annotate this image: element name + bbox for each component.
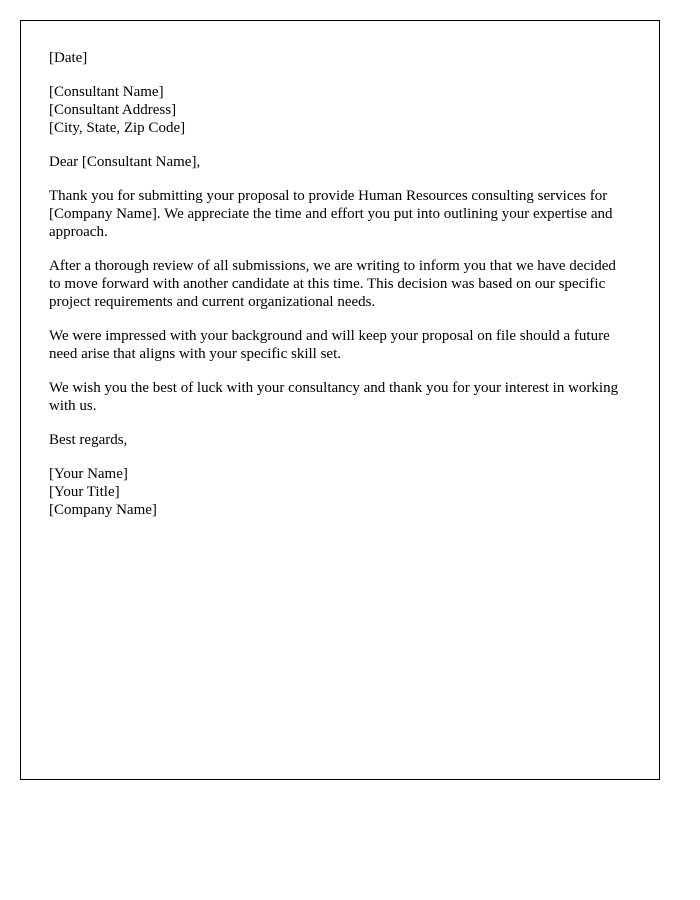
closing: Best regards,: [49, 432, 128, 448]
recipient-city: [City, State, Zip Code]: [49, 120, 186, 136]
signature-name: [Your Name]: [49, 466, 128, 482]
recipient-name: [Consultant Name]: [49, 84, 164, 100]
salutation: Dear [Consultant Name],: [49, 154, 201, 170]
body-paragraph-4: We wish you the best of luck with your consultancy and thank you for your interest in working with us.: [49, 380, 619, 414]
recipient-address: [49, 83, 631, 137]
signature-company: [Company Name]: [49, 502, 157, 518]
signature-title: [Your Title]: [49, 484, 120, 500]
letter-page: [20, 20, 660, 780]
body-paragraph-1: Thank you for submitting your proposal to provide Human Resources consulting services for [Company Name]. We appreciate the time and effort you put into outlining your expertise and approach.: [49, 188, 613, 240]
letter-date: [49, 49, 631, 67]
signature-block: [49, 465, 631, 519]
body-paragraph-2: After a thorough review of all submissions, we are writing to inform you that we have decided to move forward with another candidate at this time. This decision was based on our specific project requirements and current organizational needs.: [49, 258, 616, 310]
recipient-street: [Consultant Address]: [49, 102, 177, 118]
body-paragraph-3: We were impressed with your background and will keep your proposal on file should a future need arise that aligns with your specific skill set.: [49, 328, 610, 362]
date-text: [Date]: [49, 50, 88, 66]
